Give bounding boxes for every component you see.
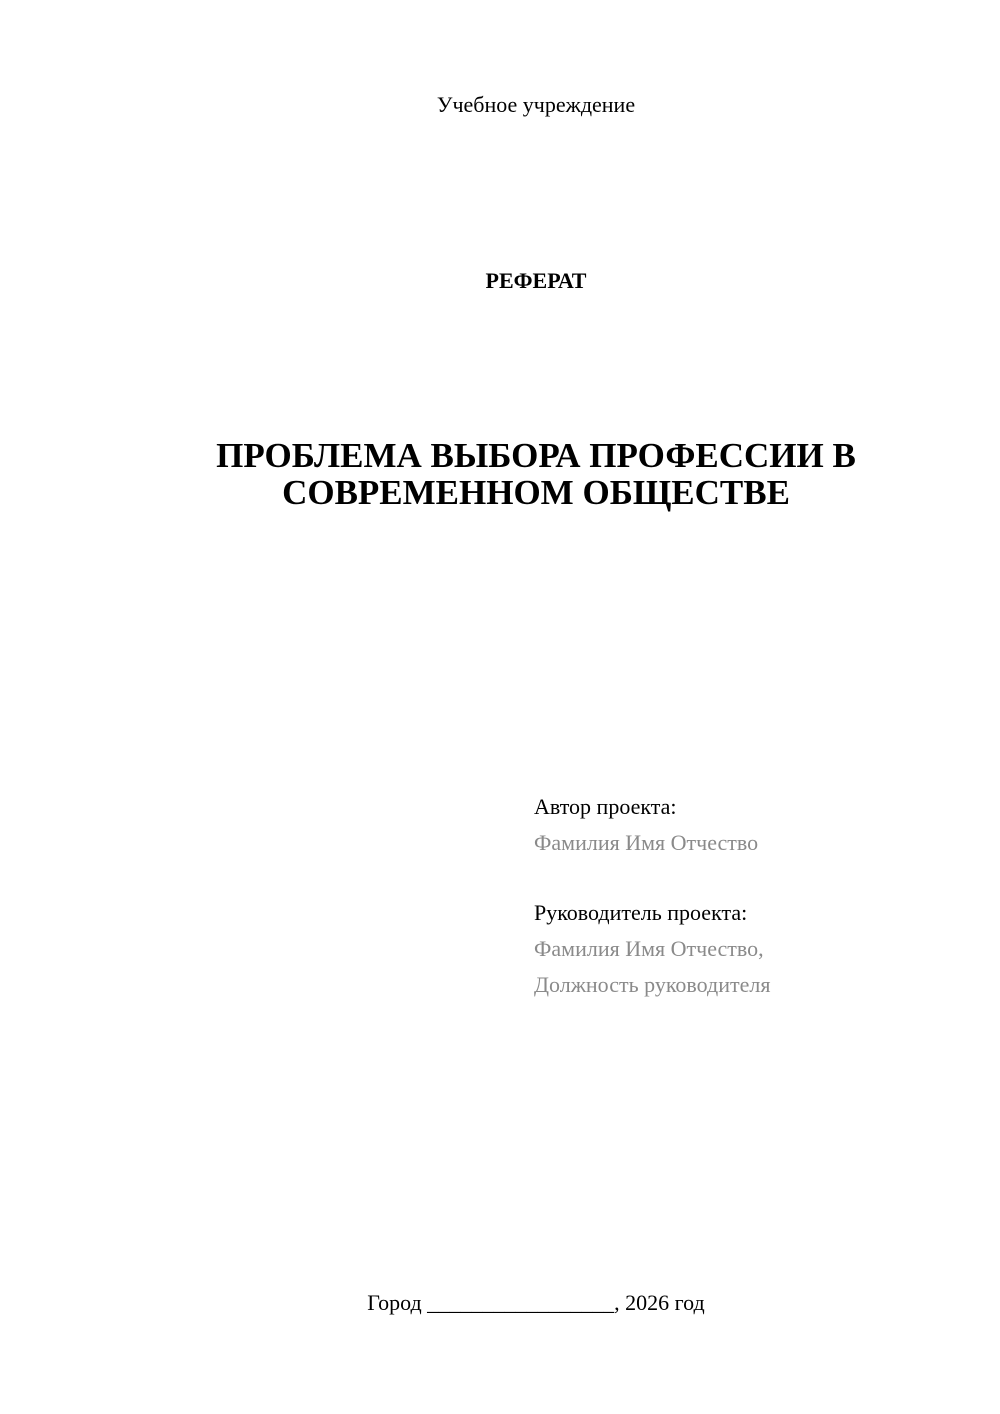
supervisor-position: Должность руководителя — [534, 972, 771, 997]
document-title-line-2: СОВРЕМЕННОМ ОБЩЕСТВЕ — [282, 473, 790, 512]
credits-block — [534, 789, 974, 1003]
author-name: Фамилия Имя Отчество — [534, 830, 759, 855]
institution-name: Учебное учреждение — [436, 92, 636, 117]
document-type: РЕФЕРАТ — [485, 268, 587, 293]
author-label: Автор проекта: — [534, 794, 677, 819]
document-title — [100, 437, 972, 511]
supervisor-label: Руководитель проекта: — [534, 900, 748, 925]
city-year-line — [0, 1290, 1000, 1316]
city-label: Город — [367, 1290, 422, 1315]
document-title-line-1: ПРОБЛЕМА ВЫБОРА ПРОФЕССИИ В — [216, 436, 856, 475]
city-blank: _________________ — [427, 1290, 615, 1315]
spacer — [534, 861, 974, 895]
year-text: , 2026 год — [614, 1290, 705, 1315]
supervisor-name: Фамилия Имя Отчество, — [534, 936, 764, 961]
